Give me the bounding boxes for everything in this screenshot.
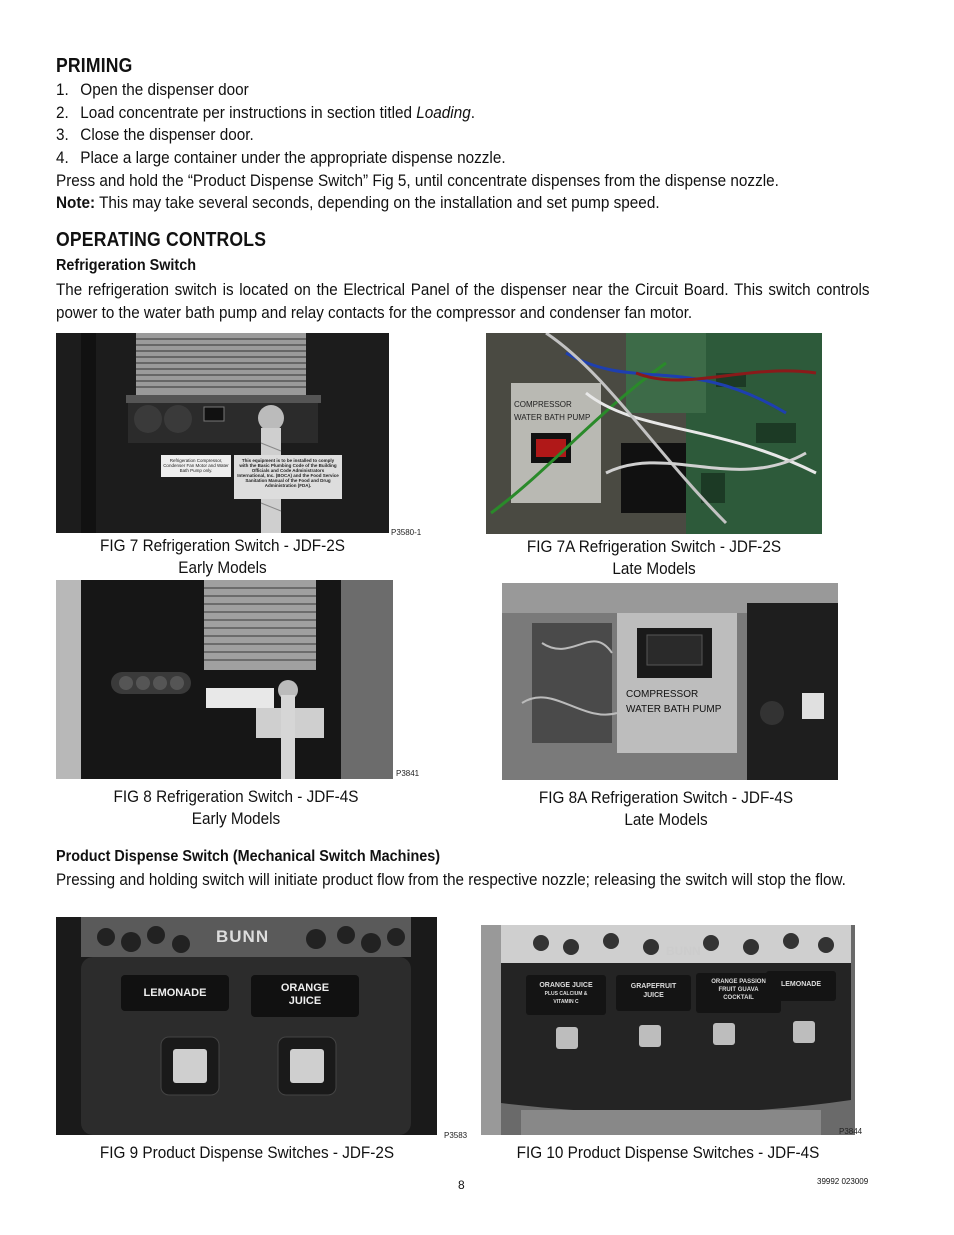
fig7a-label-pump: WATER BATH PUMP [514,413,591,422]
operating-heading: OPERATING CONTROLS [56,229,267,251]
fig7-code: P3580-1 [391,528,422,537]
priming-press-text: Press and hold the “Product Dispense Switch” Fig 5, until concentrate dispenses from the dispense nozzle. [56,171,779,190]
step-text-end: . [470,103,475,122]
fig10-photo [481,925,855,1135]
fig8a-label-compressor: COMPRESSOR [626,689,699,700]
priming-step-3 [56,123,254,146]
fig9-label-line2: JUICE [288,995,322,1007]
fig10-code: P3844 [839,1127,863,1136]
fig8-caption-line2: Early Models [191,809,281,828]
fig7-label-left: Refrigeration Compressor, Condenser Fan Motor and Water Bath Pump only. [163,458,229,473]
fig8a-illustration [502,583,838,780]
fig7-label-right: This equipment is to be installed to comply with the Basic Plumbing Code of the Building Officials and Code Administrators International, Inc. (BOCA) and the Food Service Sanitation Manual of the Food and Drug Administration (FDA). [237,458,339,488]
fig10-label1-line1: ORANGE JUICE [539,982,593,989]
fig7a-photo [486,333,822,534]
fig8a-caption-line1: FIG 8A Refrigeration Switch - JDF-4S [538,788,794,807]
fig9-label-line1: ORANGE [280,982,330,994]
fig8a-label-pump: WATER BATH PUMP [626,704,722,715]
priming-note [56,191,660,214]
step-number: 2. [56,103,69,122]
fig10-label-orange-juice [526,982,606,1006]
step-text: Load concentrate per instructions in section titled [80,103,417,122]
fig9-brand-logo: BUNN [216,927,270,946]
fig9-photo [56,917,437,1135]
fig9-label-lemonade: LEMONADE [143,987,207,999]
step-number: 1. [56,80,69,99]
step-text-italic: Loading [416,103,471,122]
fig10-label3-line1: ORANGE PASSION [711,979,766,985]
refrigeration-paragraph: The refrigeration switch is located on the Electrical Panel of the dispenser near the Circuit Board. This switch controls power to the water bath pump and relay contacts for the compressor and condenser fan motor. [56,280,870,322]
fig9-label-orange-juice [251,982,359,1008]
fig10-label-lemonade: LEMONADE [780,981,822,988]
priming-step-1 [56,78,249,101]
fig8a-photo [502,583,838,780]
product-switch-paragraph: Pressing and holding switch will initiate product flow from the respective nozzle; releasing the switch will stop the flow. [56,870,846,889]
fig10-label2-line1: GRAPEFRUIT [630,983,677,990]
fig7a-label-compressor: COMPRESSOR [514,400,572,409]
fig7a-caption-line2: Late Models [612,559,696,578]
fig9-code: P3583 [444,1131,468,1140]
product-switch-heading: Product Dispense Switch (Mechanical Switch Machines) [56,848,441,865]
step-number: 3. [56,125,69,144]
fig8a-caption-line2: Late Models [624,810,708,829]
priming-step-2 [56,101,475,124]
document-code: 39992 023009 [817,1177,869,1186]
fig7a-caption-line1: FIG 7A Refrigeration Switch - JDF-2S [526,537,782,556]
fig10-label1-line3: VITAMIN C [553,999,579,1005]
step-text: Close the dispenser door. [80,125,254,144]
note-label: Note: [56,193,96,212]
fig8-illustration [56,580,393,779]
priming-step-4 [56,146,506,169]
step-text: Open the dispenser door [80,80,249,99]
fig10-label3-line2: FRUIT GUAVA [718,987,759,993]
fig10-label2-line2: JUICE [643,992,664,999]
fig10-brand-logo: BUNN [666,944,701,958]
fig10-label1-line2: PLUS CALCIUM & [544,991,588,997]
priming-heading: PRIMING [56,55,133,77]
fig7-caption-line2: Early Models [178,558,267,577]
note-text: This may take several seconds, depending on the installation and set pump speed. [95,193,660,212]
fig10-caption: FIG 10 Product Dispense Switches - JDF-4S [516,1143,820,1162]
fig8-code: P3841 [396,769,420,778]
fig7-photo [56,333,389,533]
step-text: Place a large container under the appropriate dispense nozzle. [80,148,506,167]
fig7-caption-line1: FIG 7 Refrigeration Switch - JDF-2S [100,536,345,555]
fig10-label3-line3: COCKTAIL [723,995,754,1001]
fig10-label-grapefruit [616,982,691,1000]
page-number: 8 [458,1178,465,1192]
fig7-illustration [56,333,389,533]
refrigeration-heading: Refrigeration Switch [56,257,197,274]
fig8-caption-line1: FIG 8 Refrigeration Switch - JDF-4S [113,787,359,806]
step-number: 4. [56,148,69,167]
fig7a-illustration [486,333,822,534]
fig9-illustration [56,917,437,1135]
fig8-photo [56,580,393,779]
fig9-caption: FIG 9 Product Dispense Switches - JDF-2S [99,1143,395,1162]
